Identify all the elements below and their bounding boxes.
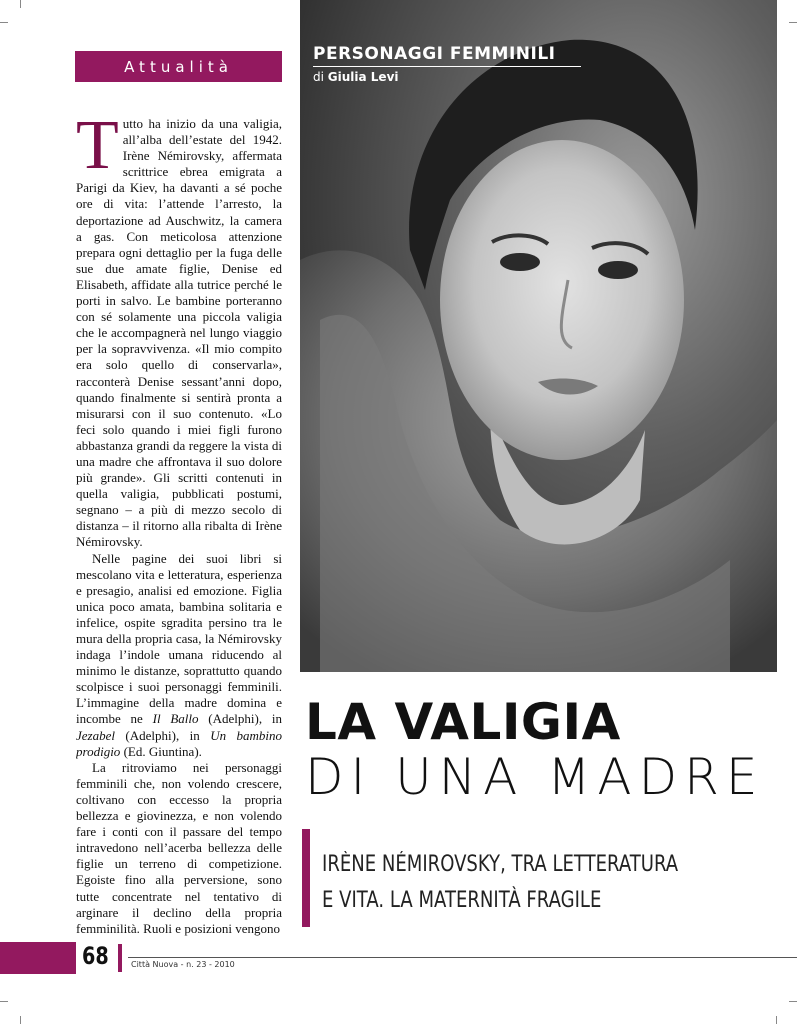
portrait-illustration <box>300 0 777 672</box>
section-tag <box>75 51 282 82</box>
paragraph-text: (Adelphi), in <box>198 711 282 727</box>
byline-prefix: di <box>313 70 324 84</box>
footer-rule <box>128 957 797 958</box>
paragraph-text: (Adelphi), in <box>114 727 211 743</box>
byline <box>313 70 399 84</box>
paragraph <box>76 116 282 551</box>
paragraph-text: La ritroviamo nei personaggi femminili che, non volendo crescere, coltivano con eccesso la propria bellezza e giovinezza, e non volendo fare i conti con il passare del tempo intravedono nell’acerba bellezza delle figlie un terreno di competizione. Egoiste fino alla perversione, sono tutte concentrate nel tentativo di arginare il declino della propria femminilità. Ruoli e posizioni vengono <box>76 759 282 936</box>
paragraph-text: (Ed. Giuntina). <box>120 743 202 759</box>
book-title: Il Ballo <box>152 711 199 727</box>
dropcap: T <box>76 116 119 184</box>
paragraph <box>76 760 282 936</box>
crop-mark <box>789 1001 797 1002</box>
book-title: Jezabel <box>76 727 115 743</box>
paragraph-text: Nelle pagine dei suoi libri si mescolano vita e letteratura, esperienza e presagio, analisi ed emozione. Figlia unica poco amata, bambina solitaria e infelice, ospite sgradita persino tra le mura della propria casa, la Némirovsky indaga l’indole umana riducendo al minimo le distanze, soprattutto quando scolpisce i suoi personaggi femminili. L’immagine della madre domina e incombe ne <box>76 550 282 727</box>
crop-mark <box>20 1016 21 1024</box>
crop-mark <box>0 1001 8 1002</box>
paragraph-text: utto ha inizio da una valigia, all’alba dell’estate del 1942. Irène Némirovsky, affermata scrittrice ebrea emigrata a Parigi da Kiev, ha davanti a sé poche ore di vita: l’attende l’arresto, la deportazione ad Auschwitz, la camera a gas. Con meticolosa attenzione prepara ogni dettaglio per la fuga delle sue due amate figlie, Denise ed Elisabeth, affidate alla tutrice perché le porti in salvo. Le bambine porteranno con sé solamente una piccola valigia che le accompagnerà nel lungo viaggio per la sopravvivenza. «Il mio compito era solo quello di conservarla», racconterà Denise sessant’anni dopo, quando finalmente si sentirà pronta a misurarsi con il suo contenuto. «Lo feci solo quando i miei figli furono abbastanza grandi da reggere la vista di una madre che affrontava il suo dolore più grande». Gli scritti contenuti in quella valigia, pubblicati postumi, segnano – a più di mezzo secolo di distanza – il ritorno alla ribalta di Irène Némirovsky. <box>76 116 282 550</box>
headline-line-1: LA VALIGIA <box>305 693 621 751</box>
article-body <box>76 116 282 936</box>
footer-accent-bar <box>118 944 122 972</box>
byline-author: Giulia Levi <box>327 70 399 84</box>
crop-mark <box>789 22 797 23</box>
paragraph <box>76 551 282 760</box>
headline-line-2: DI UNA MADRE <box>305 748 765 806</box>
kicker-rule <box>313 66 581 67</box>
crop-mark <box>776 1016 777 1024</box>
subtitle <box>322 847 683 919</box>
publication-info: Città Nuova - n. 23 - 2010 <box>131 960 235 969</box>
page-number: 68 <box>82 942 109 970</box>
footer-band <box>0 942 76 974</box>
kicker: PERSONAGGI FEMMINILI <box>313 44 556 64</box>
section-tag-label: Attualità <box>124 57 233 76</box>
subtitle-accent-bar <box>302 829 310 927</box>
crop-mark <box>0 22 8 23</box>
book-title: Un bambino prodigio <box>76 727 282 759</box>
subtitle-line-2: E VITA. LA MATERNITÀ FRAGILE <box>322 888 602 913</box>
crop-mark <box>20 0 21 8</box>
subtitle-line-1: IRÈNE NÉMIROVSKY, TRA LETTERATURA <box>322 852 679 877</box>
portrait-photo <box>300 0 777 672</box>
